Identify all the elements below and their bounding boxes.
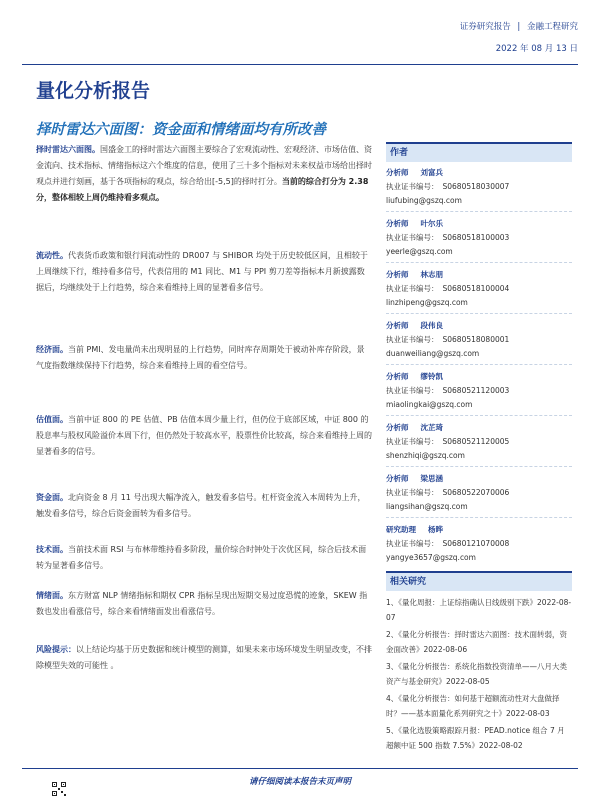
section-risk-warning: 风险提示：以上结论均基于历史数据和统计模型的测算，如果未来市场环境发生明显改变，不排除模型失效的可能性 。 bbox=[36, 645, 372, 670]
header-rule bbox=[22, 64, 578, 65]
analyst-card: 分析师 梁思涵 执业证书编号： S0680522070006 liangsihan@gszq.com bbox=[386, 472, 572, 519]
analyst-email[interactable]: linzhipeng@gszq.com bbox=[386, 298, 468, 307]
report-type: 量化分析报告 bbox=[36, 80, 151, 102]
analyst-card: 分析师 缪铃凯 执业证书编号： S0680521120003 miaolingkai@gszq.com bbox=[386, 370, 572, 417]
section-valuation: 估值面。当前中证 800 的 PE 估值、PB 估值本周少量上行，但仍位于底部区域，中证 800 的股息率与股权风险溢价本周下行，但仍然处于较高水平，股票性价比较高，综合来看维持上周的显著看多的信号。 bbox=[36, 415, 372, 456]
related-research-item[interactable]: 4、《量化分析报告：如何基于超额流动性对大盘做择时？——基本面量化系列研究之十》2022-08-03 bbox=[386, 694, 560, 718]
related-research-heading: 相关研究 bbox=[386, 571, 572, 591]
authors-heading: 作者 bbox=[386, 142, 572, 162]
report-date: 2022 年 08 月 13 日 bbox=[495, 44, 578, 54]
related-research-item[interactable]: 5、《量化选股策略跟踪月报：PEAD.notice 组合 7 月超额中证 500 指数 7.5%》2022-08-02 bbox=[386, 726, 565, 750]
sidebar bbox=[386, 142, 572, 755]
analyst-card: 分析师 沈芷琦 执业证书编号： S0680521120005 shenzhiqi@gszq.com bbox=[386, 421, 572, 468]
analyst-card: 分析师 叶尔乐 执业证书编号： S0680518100003 yeerle@gszq.com bbox=[386, 217, 572, 264]
report-subcategory: 金融工程研究 bbox=[526, 22, 578, 32]
qr-code-icon bbox=[52, 782, 66, 796]
related-research-item[interactable]: 3、《量化分析报告：系统化指数投资清单——八月大类资产与基金研究》2022-08-05 bbox=[386, 662, 568, 686]
footer-disclaimer: 请仔细阅读本报告末页声明 bbox=[248, 777, 351, 787]
analyst-card: 研究助理 杨晔 执业证书编号： S0680121070008 yangye3657@gszq.com bbox=[386, 523, 572, 565]
related-research-item[interactable]: 1、《量化周报：上证综指确认日线级别下跌》2022-08-07 bbox=[386, 598, 572, 622]
report-header bbox=[456, 20, 578, 54]
analyst-email[interactable]: yeerle@gszq.com bbox=[386, 247, 453, 256]
analyst-email[interactable]: shenzhiqi@gszq.com bbox=[386, 451, 465, 460]
section-capital-flow: 资金面。北向资金 8 月 11 号出现大幅净流入，触发看多信号。杠杆资金流入本周转为上升，触发看多信号，综合后资金面转为看多信号。 bbox=[36, 493, 366, 518]
section-sentiment: 情绪面。东方财富 NLP 情绪指标和期权 CPR 指标呈现出短期交易过度恐慌的迹象，SKEW 指数也发出看涨信号，综合来看情绪面发出看涨信号。 bbox=[36, 591, 368, 616]
related-research-item[interactable]: 2、《量化分析报告：择时雷达六面图：技术面转弱，资金面改善》2022-08-06 bbox=[386, 630, 568, 654]
analyst-email[interactable]: miaolingkai@gszq.com bbox=[386, 400, 473, 409]
footer-rule bbox=[22, 768, 578, 769]
related-research-list bbox=[386, 595, 572, 753]
report-category: 证券研究报告 bbox=[459, 22, 511, 32]
analyst-email[interactable]: yangye3657@gszq.com bbox=[386, 553, 476, 562]
analyst-card: 分析师 段伟良 执业证书编号： S0680518080001 duanweiliang@gszq.com bbox=[386, 319, 572, 366]
section-technical: 技术面。当前技术面 RSI 与布林带维持看多阶段，量价综合时钟处于次优区间，综合后技术面转为显著看多信号。 bbox=[36, 545, 367, 570]
analyst-email[interactable]: liangsihan@gszq.com bbox=[386, 502, 468, 511]
score-highlight: 当前的综合打分为 2.38 分，整体相较上周仍维持看多观点。 bbox=[36, 177, 369, 202]
section-timing-radar: 择时雷达六面图。国盛金工的择时雷达六面图主要综合了宏观流动性、宏观经济、市场估值、资金流向、技术指标、情绪指标这六个维度的信息，使用了三十多个指标对未来权益市场给出择时观点并进行刻画，基于各项指标的观点，综合给出[-5,5]的择时打分。当前的综合打分为 2.38 分，整体相较上周仍维持看多观点。 bbox=[36, 145, 372, 202]
analyst-card: 分析师 林志朋 执业证书编号： S0680518100004 linzhipeng@gszq.com bbox=[386, 268, 572, 315]
header-separator: | bbox=[517, 22, 521, 32]
analyst-email[interactable]: liufubing@gszq.com bbox=[386, 196, 462, 205]
section-economy: 经济面。当前 PMI、发电量尚未出现明显的上行趋势，同时库存周期处于被动补库存阶段，景气度指数继续保持下行趋势，综合来看维持上周的看空信号。 bbox=[36, 345, 365, 370]
analyst-email[interactable]: duanweiliang@gszq.com bbox=[386, 349, 480, 358]
report-title: 择时雷达六面图：资金面和情绪面均有所改善 bbox=[36, 122, 326, 138]
analyst-card: 分析师 刘富兵 执业证书编号： S0680518030007 liufubing@gszq.com bbox=[386, 166, 572, 213]
section-liquidity: 流动性。代表货币政策和银行间流动性的 DR007 与 SHIBOR 均处于历史较低区间，且相较于上周继续下行，维持看多信号，代表信用的 M1 同比、M1 与 PPI 剪刀差等指标本月新披露数据后，均继续处于上行趋势，综合来看维持上周的显著看多信号。 bbox=[36, 251, 368, 292]
